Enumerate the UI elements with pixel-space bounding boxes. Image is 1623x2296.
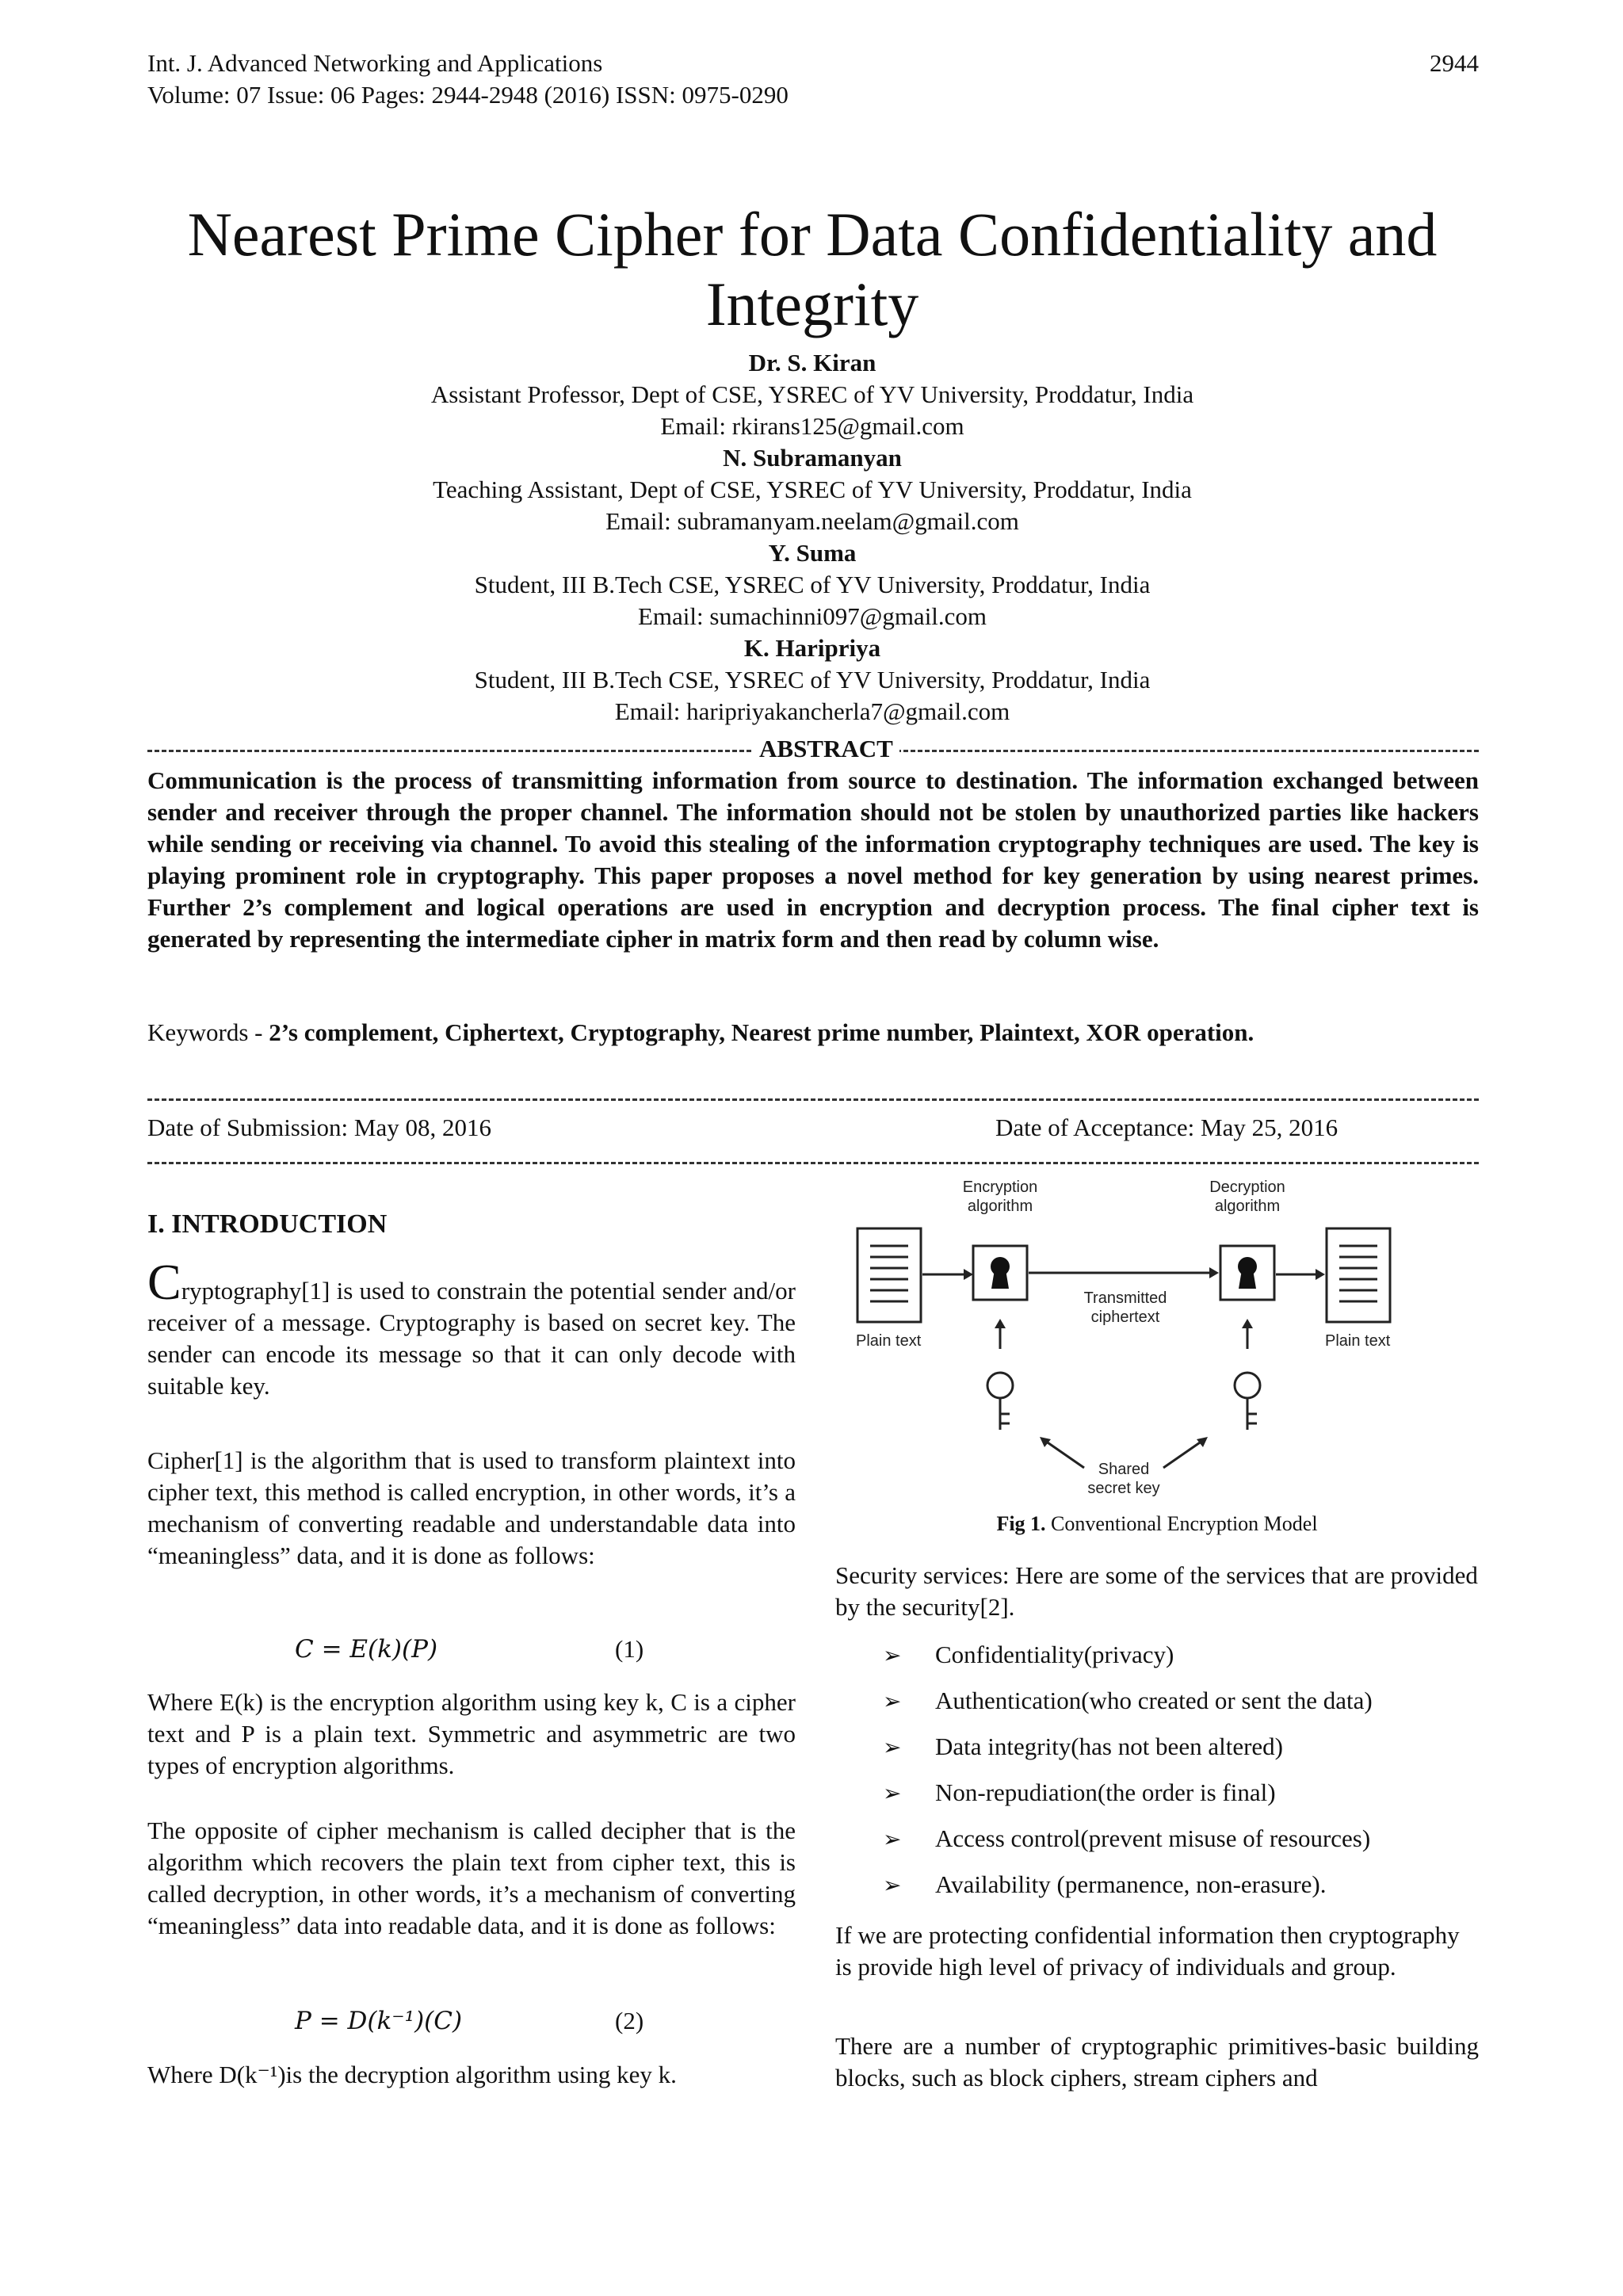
arrow-bullet-icon: ➢ — [883, 1874, 902, 1898]
drop-cap: C — [147, 1254, 181, 1310]
author-name: K. Haripriya — [743, 634, 881, 662]
services-list — [883, 1639, 1485, 1915]
acceptance-date: Date of Acceptance: May 25, 2016 — [995, 1114, 1338, 1141]
equation-1: C = E(k)(P) — [295, 1635, 438, 1664]
abstract-label: ABSTRACT — [753, 733, 899, 765]
arrow-bullet-icon: ➢ — [883, 1644, 902, 1668]
encryption-label-line2: algorithm — [967, 1198, 1033, 1215]
list-item — [883, 1731, 1485, 1777]
shared-key-label-line2: secret key — [1087, 1480, 1160, 1497]
author-affiliation: Teaching Assistant, Dept of CSE, YSREC of YV University, Proddatur, India — [433, 476, 1192, 503]
arrow-bullet-icon: ➢ — [883, 1736, 902, 1760]
section-heading: I. INTRODUCTION — [147, 1209, 388, 1239]
primitives-paragraph: There are a number of cryptographic primitives-basic building blocks, such as block ciphers, stream ciphers and — [835, 2032, 1479, 2092]
plain-text-left-label: Plain text — [856, 1332, 922, 1350]
intro-paragraph — [147, 1254, 796, 1402]
transmitted-label-line1: Transmitted — [1083, 1289, 1167, 1307]
service-text: Access control(prevent misuse of resources) — [935, 1824, 1371, 1852]
submission-date: Date of Submission: May 08, 2016 — [147, 1114, 491, 1141]
figure-caption — [835, 1511, 1479, 1538]
list-item — [883, 1685, 1485, 1731]
decryption-paragraph: Where D(k⁻¹)is the decryption algorithm using key k. — [147, 2061, 677, 2088]
author-affiliation: Student, III B.Tech CSE, YSREC of YV University, Proddatur, India — [474, 571, 1151, 598]
decryption-label-line1: Decryption — [1209, 1179, 1285, 1196]
author-email: Email: subramanyam.neelam@gmail.com — [605, 507, 1019, 535]
volume-info: Volume: 07 Issue: 06 Pages: 2944-2948 (2016) ISSN: 0975-0290 — [147, 81, 789, 109]
keywords-label: Keywords - — [147, 1018, 269, 1046]
encryption-paragraph: Where E(k) is the encryption algorithm using key k, C is a cipher text and P is a plain text. Symmetric and asymmetric are two types of encryption algorithms. — [147, 1688, 796, 1779]
services-intro: Security services: Here are some of the services that are provided by the security[2]. — [835, 1561, 1478, 1621]
plain-text-right-doc-icon — [1327, 1228, 1390, 1322]
author-email: Email: sumachinni097@gmail.com — [637, 602, 987, 630]
service-text: Authentication(who created or sent the data) — [935, 1687, 1373, 1714]
arrow-bullet-icon: ➢ — [883, 1828, 902, 1852]
list-item — [883, 1823, 1485, 1869]
decipher-paragraph: The opposite of cipher mechanism is called decipher that is the algorithm which recovers the plain text from cipher text, this is called decryption, in other words, it’s a mechanism of converting “meaningless” data into readable data, and it is done as follows: — [147, 1817, 796, 1939]
keywords-list: 2’s complement, Ciphertext, Cryptography, Nearest prime number, Plaintext, XOR operation. — [269, 1018, 1254, 1046]
service-text: Confidentiality(privacy) — [935, 1641, 1174, 1668]
divider — [147, 1098, 1479, 1104]
right-key-icon — [1235, 1319, 1260, 1430]
abstract-text: Communication is the process of transmitting information from source to destination. The information exchanged between sender and receiver through the proper channel. The information should not be stolen by unauthorized parties like hackers while sending or receiving via channel. To avoid this stealing of the information cryptography techniques are used. The key is playing prominent role in cryptography. This paper proposes a novel method for key generation by using nearest primes. Further 2’s complement and logical operations are used in encryption and decryption process. The final cipher text is generated by representing the intermediate cipher in matrix form and then read by column wise. — [147, 766, 1479, 953]
figure-caption-label: Fig 1. — [996, 1512, 1046, 1535]
divider — [147, 1162, 1479, 1167]
equation-2: P = D(k⁻¹)(C) — [295, 2007, 463, 2035]
author-email: Email: rkirans125@gmail.com — [660, 412, 964, 440]
service-text: Data integrity(has not been altered) — [935, 1733, 1283, 1760]
protection-paragraph: If we are protecting confidential information then cryptography is provide high level of privacy of individuals and group. — [835, 1921, 1460, 1981]
encryption-label-line1: Encryption — [962, 1179, 1038, 1196]
shared-key-label-line1: Shared — [1098, 1461, 1150, 1478]
cipher-paragraph: Cipher[1] is the algorithm that is used to transform plaintext into cipher text, this method is called encryption, in other words, it’s a mechanism of converting readable and understandable data into “meaningless” data, and it is done as follows: — [147, 1446, 796, 1569]
list-item — [883, 1869, 1485, 1915]
plain-text-right-label: Plain text — [1325, 1332, 1391, 1350]
author-name: Y. Suma — [768, 539, 857, 567]
intro-text: ryptography[1] is used to constrain the potential sender and/or receiver of a message. Cryptography is based on secret key. The sender can encode its message so that it can only decode with suitable key. — [147, 1277, 796, 1400]
encryption-model-figure — [846, 1173, 1480, 1506]
decryption-lock-icon — [1220, 1246, 1274, 1300]
author-block — [143, 347, 1482, 728]
author-name: Dr. S. Kiran — [748, 349, 876, 376]
equation-2-number: (2) — [615, 2007, 644, 2034]
author-affiliation: Student, III B.Tech CSE, YSREC of YV University, Proddatur, India — [474, 666, 1151, 693]
page-number: 2944 — [1430, 49, 1479, 77]
dates-row — [147, 1112, 1479, 1144]
equation-1-number: (1) — [615, 1635, 644, 1663]
service-text: Availability (permanence, non-erasure). — [935, 1870, 1327, 1898]
figure-caption-text: Conventional Encryption Model — [1045, 1512, 1318, 1535]
left-key-icon — [987, 1319, 1013, 1430]
author-email: Email: haripriyakancherla7@gmail.com — [614, 697, 1010, 725]
service-text: Non-repudiation(the order is final) — [935, 1778, 1276, 1806]
decryption-label-line2: algorithm — [1214, 1198, 1281, 1215]
author-name: N. Subramanyan — [723, 444, 902, 472]
list-item — [883, 1639, 1485, 1685]
list-item — [883, 1777, 1485, 1823]
plain-text-left-doc-icon — [857, 1228, 921, 1322]
author-affiliation: Assistant Professor, Dept of CSE, YSREC of YV University, Proddatur, India — [430, 380, 1194, 408]
keywords — [147, 1017, 1336, 1049]
paper-title: Nearest Prime Cipher for Data Confidentiality and Integrity — [187, 200, 1438, 338]
transmitted-label-line2: ciphertext — [1090, 1308, 1160, 1326]
encryption-lock-icon — [973, 1246, 1027, 1300]
arrow-bullet-icon: ➢ — [883, 1782, 902, 1806]
arrow-bullet-icon: ➢ — [883, 1690, 902, 1714]
journal-name: Int. J. Advanced Networking and Applications — [147, 49, 603, 77]
